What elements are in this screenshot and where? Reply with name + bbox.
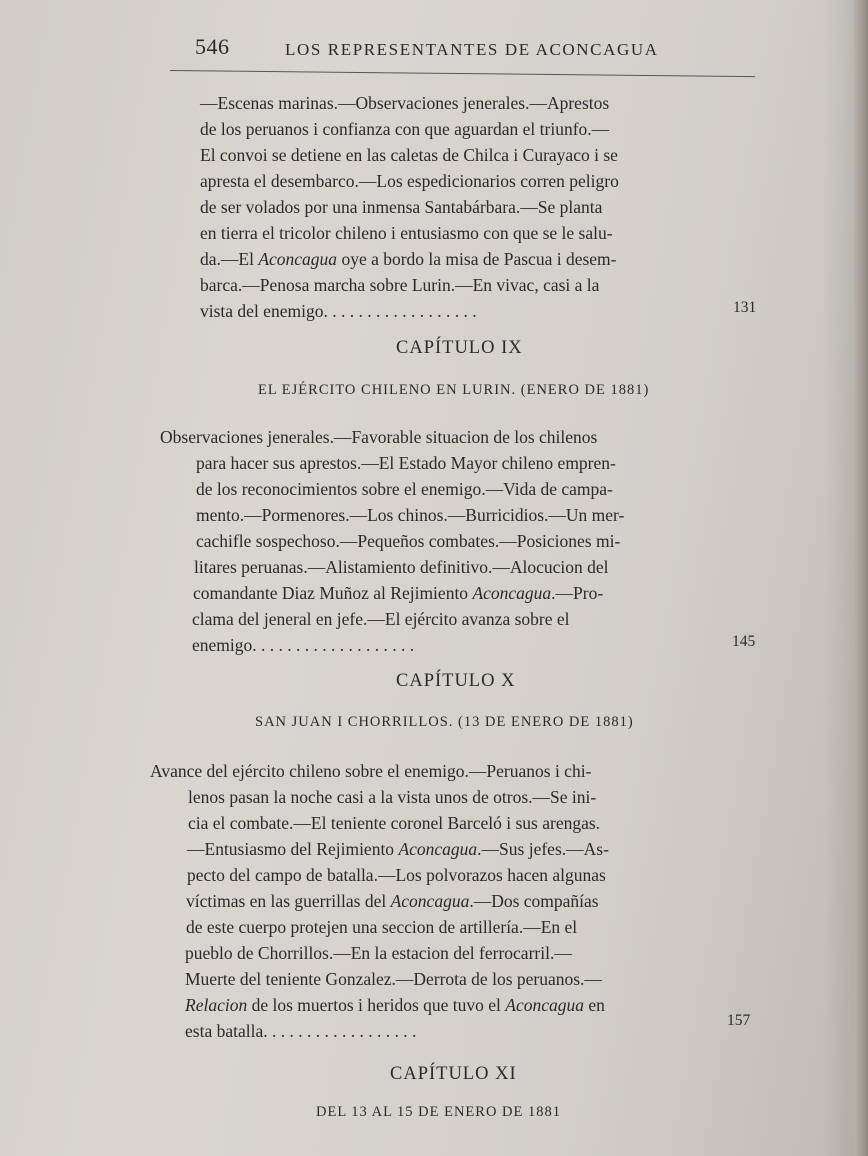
chapter-ix-title: CAPÍTULO IX [396,338,523,358]
summary-line: de los peruanos i confianza con que aguardan el triunfo.— [200,119,610,139]
summary-line: en tierra el tricolor chileno i entusiasmo con que se le salu- [200,223,613,243]
chapter-xi-title: CAPÍTULO XI [390,1064,517,1084]
chapter-x-subtitle: SAN JUAN I CHORRILLOS. (13 DE ENERO DE 1881) [255,714,634,730]
summary-line: litares peruanas.—Alistamiento definitivo.—Alocucion del [194,557,609,577]
summary-line: apresta el desembarco.—Los espedicionarios corren peligro [200,171,619,191]
chapter-xi-subtitle: DEL 13 AL 15 DE ENERO DE 1881 [316,1104,561,1120]
chapter-ix-summary [160,424,624,658]
summary-line: víctimas en las guerrillas del Aconcagua.—Dos compañías [186,891,599,911]
summary-line: cia el combate.—El teniente coronel Barceló i sus arengas. [188,813,601,833]
summary-line: Relacion de los muertos i heridos que tuvo el Aconcagua en [185,995,605,1015]
page-header [195,34,675,64]
chapter-x-title: CAPÍTULO X [396,671,516,691]
summary-line: pecto del campo de batalla.—Los polvorazos hacen algunas [187,865,606,885]
page-number: 546 [195,34,230,59]
summary-line: esta batalla. . . . . . . . . . . . . . . . . . [185,1021,417,1041]
summary-line: enemigo. . . . . . . . . . . . . . . . . . . [192,635,415,655]
summary-line: Observaciones jenerales.—Favorable situacion de los chilenos [160,427,598,447]
chapter-x-summary [150,758,609,1044]
summary-line: El convoi se detiene en las caletas de Chilca i Curayaco i se [200,145,618,165]
summary-line: pueblo de Chorrillos.—En la estacion del ferrocarril.— [185,943,572,963]
chapter-ix-subtitle: EL EJÉRCITO CHILENO EN LURIN. (ENERO DE 1881) [258,382,650,398]
summary-line: da.—El Aconcagua oye a bordo la misa de Pascua i desem- [200,249,617,269]
summary-line: —Entusiasmo del Rejimiento Aconcagua.—Sus jefes.—As- [187,839,609,859]
summary-line: de este cuerpo protejen una seccion de artillería.—En el [186,917,578,937]
running-title: LOS REPRESENTANTES DE ACONCAGUA [285,40,659,59]
summary-line: clama del jeneral en jefe.—El ejército avanza sobre el [192,609,570,629]
summary-line: barca.—Penosa marcha sobre Lurin.—En vivac, casi a la [200,275,600,295]
summary-line: —Escenas marinas.—Observaciones jenerales.—Aprestos [200,93,610,113]
page-edge [854,0,868,1156]
summary-line: cachifle sospechoso.—Pequeños combates.—Posiciones mi- [196,531,621,551]
header-rule [170,70,755,77]
summary-line: vista del enemigo. . . . . . . . . . . . . . . . . . [200,301,477,321]
summary-line: de ser volados por una inmensa Santabárbara.—Se planta [200,197,603,217]
summary-line: Muerte del teniente Gonzalez.—Derrota de los peruanos.— [185,969,602,989]
page-ref-131: 131 [733,299,757,316]
page-ref-157: 157 [727,1012,751,1029]
page-shadow [824,0,854,1156]
summary-line: de los reconocimientos sobre el enemigo.—Vida de campa- [196,479,613,499]
summary-line: lenos pasan la noche casi a la vista unos de otros.—Se ini- [188,787,597,807]
summary-line: Avance del ejército chileno sobre el enemigo.—Peruanos i chi- [150,761,592,781]
summary-line: comandante Diaz Muñoz al Rejimiento Aconcagua.—Pro- [193,583,604,603]
section-viii-summary [200,90,619,324]
summary-line: mento.—Pormenores.—Los chinos.—Burricidios.—Un mer- [196,505,625,525]
page-ref-145: 145 [732,633,756,650]
summary-line: para hacer sus aprestos.—El Estado Mayor chileno empren- [196,453,616,473]
